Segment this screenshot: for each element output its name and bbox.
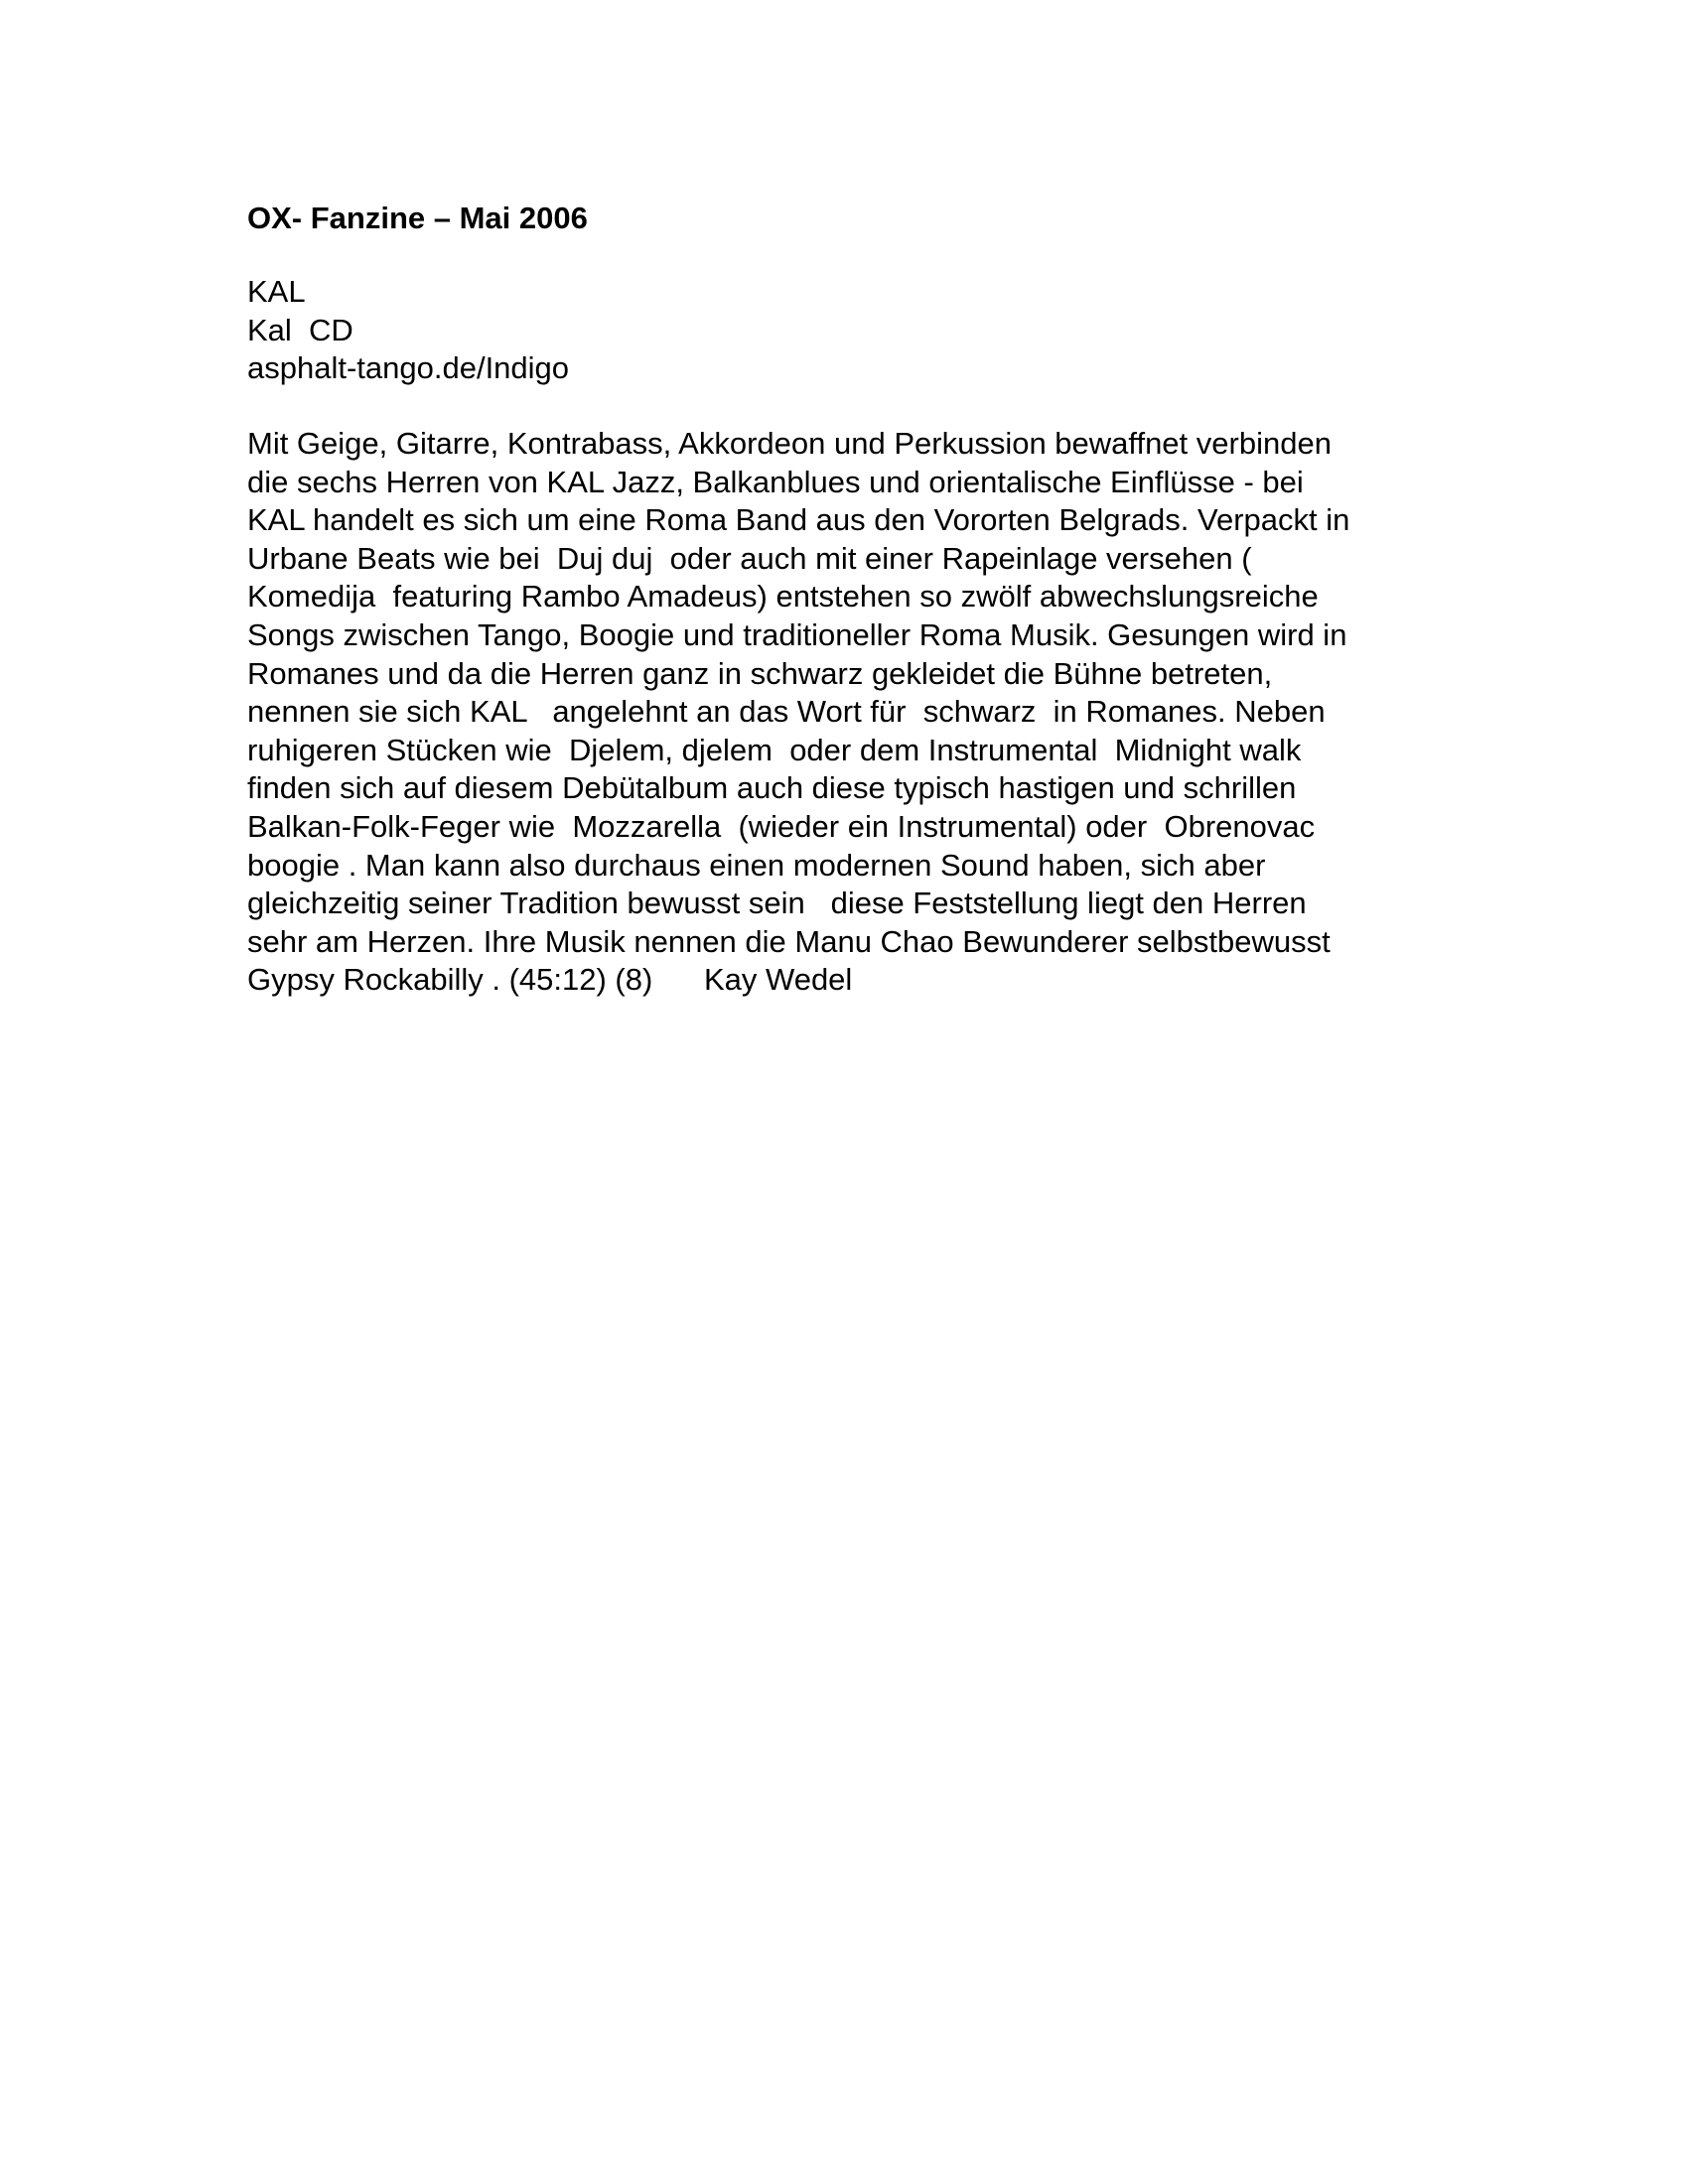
review-line: Urbane Beats wie bei Duj duj oder auch mit einer Rapeinlage versehen ( xyxy=(247,540,1252,576)
review-line: Mit Geige, Gitarre, Kontrabass, Akkordeon und Perkussion bewaffnet verbinden xyxy=(247,426,1332,461)
release-info xyxy=(247,273,569,388)
review-line: finden sich auf diesem Debütalbum auch diese typisch hastigen und schrillen xyxy=(247,770,1297,806)
page-title: OX- Fanzine – Mai 2006 xyxy=(247,201,588,235)
review-line: ruhigeren Stücken wie Djelem, djelem oder dem Instrumental Midnight walk xyxy=(247,732,1302,767)
review-line: Komedija featuring Rambo Amadeus) entstehen so zwölf abwechslungsreiche xyxy=(247,579,1319,614)
review-line: gleichzeitig seiner Tradition bewusst sein diese Feststellung liegt den Herren xyxy=(247,886,1307,921)
review-line: boogie . Man kann also durchaus einen modernen Sound haben, sich aber xyxy=(247,847,1266,883)
review-line: die sechs Herren von KAL Jazz, Balkanblues und orientalische Einflüsse - bei xyxy=(247,464,1304,499)
review-line: Balkan-Folk-Feger wie Mozzarella (wieder ein Instrumental) oder Obrenovac xyxy=(247,808,1316,844)
review-line: sehr am Herzen. Ihre Musik nennen die Manu Chao Bewunderer selbstbewusst xyxy=(247,923,1331,959)
release-format: Kal CD xyxy=(247,312,353,347)
review-line: Gypsy Rockabilly . (45:12) (8) Kay Wedel xyxy=(247,962,853,998)
review-line: KAL handelt es sich um eine Roma Band aus den Vororten Belgrads. Verpackt in xyxy=(247,502,1350,538)
review-line: Songs zwischen Tango, Boogie und traditioneller Roma Musik. Gesungen wird in xyxy=(247,616,1347,652)
label-website: asphalt-tango.de/Indigo xyxy=(247,350,570,385)
artist-name: KAL xyxy=(247,274,306,309)
review-text xyxy=(247,425,1349,1000)
review-line: nennen sie sich KAL angelehnt an das Wort für schwarz in Romanes. Neben xyxy=(247,694,1326,730)
review-line: Romanes und da die Herren ganz in schwarz gekleidet die Bühne betreten, xyxy=(247,655,1273,691)
